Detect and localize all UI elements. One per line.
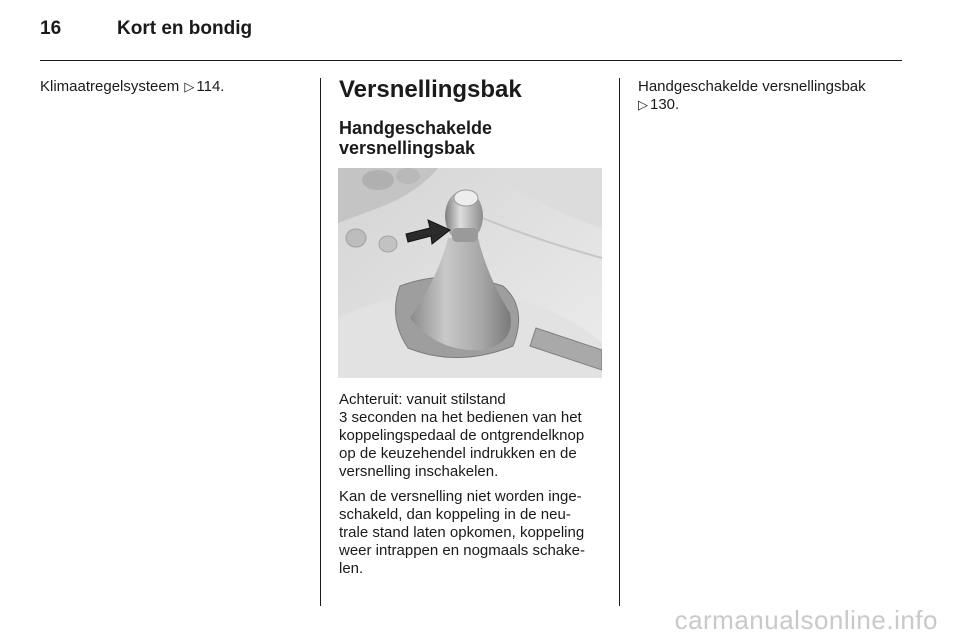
gear-shift-lever-illustration	[338, 168, 602, 378]
paragraph-2-line: weer intrappen en nogmaals schake-	[339, 542, 585, 559]
reference-text: Klimaatregelsysteem	[40, 78, 180, 95]
paragraph-1-line: 3 seconden na het bedienen van het	[339, 409, 582, 426]
column-divider-left	[320, 78, 321, 606]
paragraph-1-line: koppelingspedaal de ontgrendelknop	[339, 427, 585, 444]
reference-page: 114.	[196, 78, 225, 95]
section-heading: Versnellingsbak	[339, 76, 522, 103]
subsection-heading-line1: Handgeschakelde	[339, 118, 493, 138]
middle-column-body	[339, 391, 614, 578]
left-column	[40, 78, 310, 96]
gear-shift-figure	[338, 168, 602, 378]
left-column-reference[interactable]	[40, 78, 310, 96]
paragraph-1-line: Achteruit: vanuit stilstand	[339, 391, 506, 408]
paragraph-1-line: versnelling inschakelen.	[339, 463, 499, 480]
subsection-heading-line2: versnellingsbak	[339, 138, 476, 158]
arrow-outline-icon: ▷	[184, 79, 195, 94]
arrow-outline-icon: ▷	[638, 97, 648, 112]
header-divider	[40, 60, 902, 61]
paragraph-1	[339, 391, 614, 481]
page-title: Kort en bondig	[117, 18, 253, 39]
right-column	[638, 78, 898, 114]
page-number: 16	[40, 18, 62, 39]
watermark: carmanualsonline.info	[674, 605, 938, 635]
paragraph-2	[339, 488, 614, 578]
paragraph-2-line: schakeld, dan koppeling in de neu-	[339, 506, 571, 523]
right-column-reference[interactable]	[638, 78, 898, 114]
paragraph-2-line: trale stand laten opkomen, koppeling	[339, 524, 585, 541]
paragraph-2-line: len.	[339, 560, 364, 577]
reference-text: Handgeschakelde versnellingsbak	[638, 78, 866, 95]
reference-page: 130.	[650, 96, 680, 113]
column-divider-right	[619, 78, 620, 606]
middle-column	[339, 76, 609, 158]
paragraph-2-line: Kan de versnelling niet worden inge-	[339, 488, 582, 505]
paragraph-1-line: op de keuzehendel indrukken en de	[339, 445, 577, 462]
